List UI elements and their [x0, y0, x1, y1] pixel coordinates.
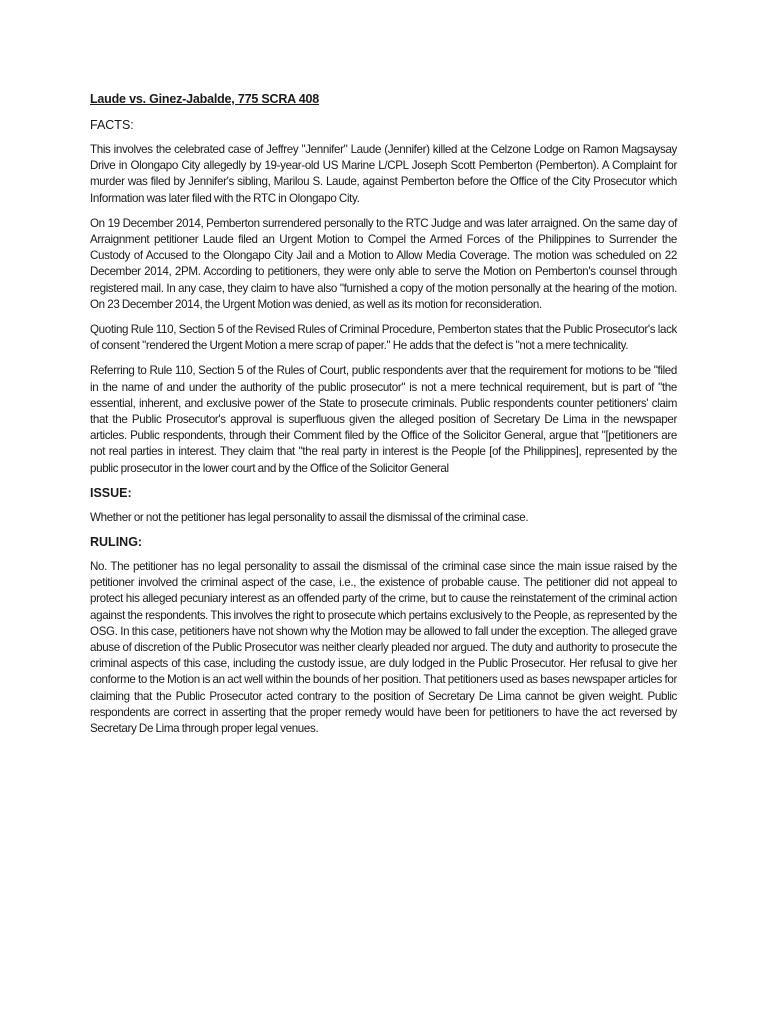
- facts-paragraph-4: Referring to Rule 110, Section 5 of the Rules of Court, public respondents aver that the requirement for motions to be "filed in the name of and under the authority of the public prosecutor" is not a mere technical requirement, but is part of "the essential, inherent, and exclusive power of the State to prosecute criminals. Public respondents counter petitioners' claim that the Public Prosecutor's approval is superfluous given the alleged position of Secretary De Lima in the newspaper articles. Public respondents, through their Comment filed by the Office of the Solicitor General, argue that "[petitioners are not real parties in interest. They claim that "the real party in interest is the People [of the Philippines], represented by the public prosecutor in the lower court and by the Office of the Solicitor General: [90, 364, 677, 475]
- ruling-paragraph: No. The petitioner has no legal personality to assail the dismissal of the criminal case since the main issue raised by the petitioner involved the criminal aspect of the case, i.e., the existence of probable cause. The petitioner did not appeal to protect his alleged pecuniary interest as an offended party of the crime, but to cause the reinstatement of the criminal action against the respondents. This involves the right to prosecute which pertains exclusively to the People, as represented by the OSG. In this case, petitioners have not shown why the Motion may be allowed to fall under the exception. The alleged grave abuse of discretion of the Public Prosecutor was neither clearly pleaded nor argued. The duty and authority to prosecute the criminal aspects of this case, including the custody issue, are duly lodged in the Public Prosecutor. Her refusal to give her conforme to the Motion is an act well within the bounds of her position. That petitioners used as bases newspaper articles for claiming that the Public Prosecutor acted contrary to the position of Secretary De Lima cannot be given weight. Public respondents are correct in asserting that the proper remedy would have been for petitioners to have the act reversed by Secretary De Lima through proper legal venues.: [90, 560, 677, 736]
- facts-paragraph-3: Quoting Rule 110, Section 5 of the Revised Rules of Criminal Procedure, Pemberton states that the Public Prosecutor's lack of consent "rendered the Urgent Motion a mere scrap of paper." He adds that the defect is "not a mere technicality.: [90, 323, 677, 353]
- facts-paragraph-1: This involves the celebrated case of Jeffrey "Jennifer" Laude (Jennifer) killed at the Celzone Lodge on Ramon Magsaysay Drive in Olongapo City allegedly by 19-year-old US Marine L/CPL Joseph Scott Pemberton (Pemberton). A Complaint for murder was filed by Jennifer's sibling, Marilou S. Laude, against Pemberton before the Office of the City Prosecutor which Information was later filed with the RTC in Olongapo City.: [90, 143, 677, 205]
- issue-heading: ISSUE:: [90, 485, 132, 500]
- facts-paragraph-2: On 19 December 2014, Pemberton surrendered personally to the RTC Judge and was later arraigned. On the same day of Arraignment petitioner Laude filed an Urgent Motion to Compel the Armed Forces of the Philippines to Surrender the Custody of Accused to the Olongapo City Jail and a Motion to Allow Media Coverage. The motion was scheduled on 22 December 2014, 2PM. According to petitioners, they were only able to serve the Motion on Pemberton's counsel through registered mail. In any case, they claim to have also "furnished a copy of the motion personally at the hearing of the motion. On 23 December 2014, the Urgent Motion was denied, as well as its motion for reconsideration.: [90, 216, 677, 311]
- issue-paragraph: Whether or not the petitioner has legal personality to assail the dismissal of the criminal case.: [90, 510, 529, 524]
- facts-label: FACTS:: [90, 118, 134, 132]
- document-page: [90, 92, 677, 746]
- ruling-heading: RULING:: [90, 535, 143, 550]
- case-title: Laude vs. Ginez-Jabalde, 775 SCRA 408: [90, 92, 320, 106]
